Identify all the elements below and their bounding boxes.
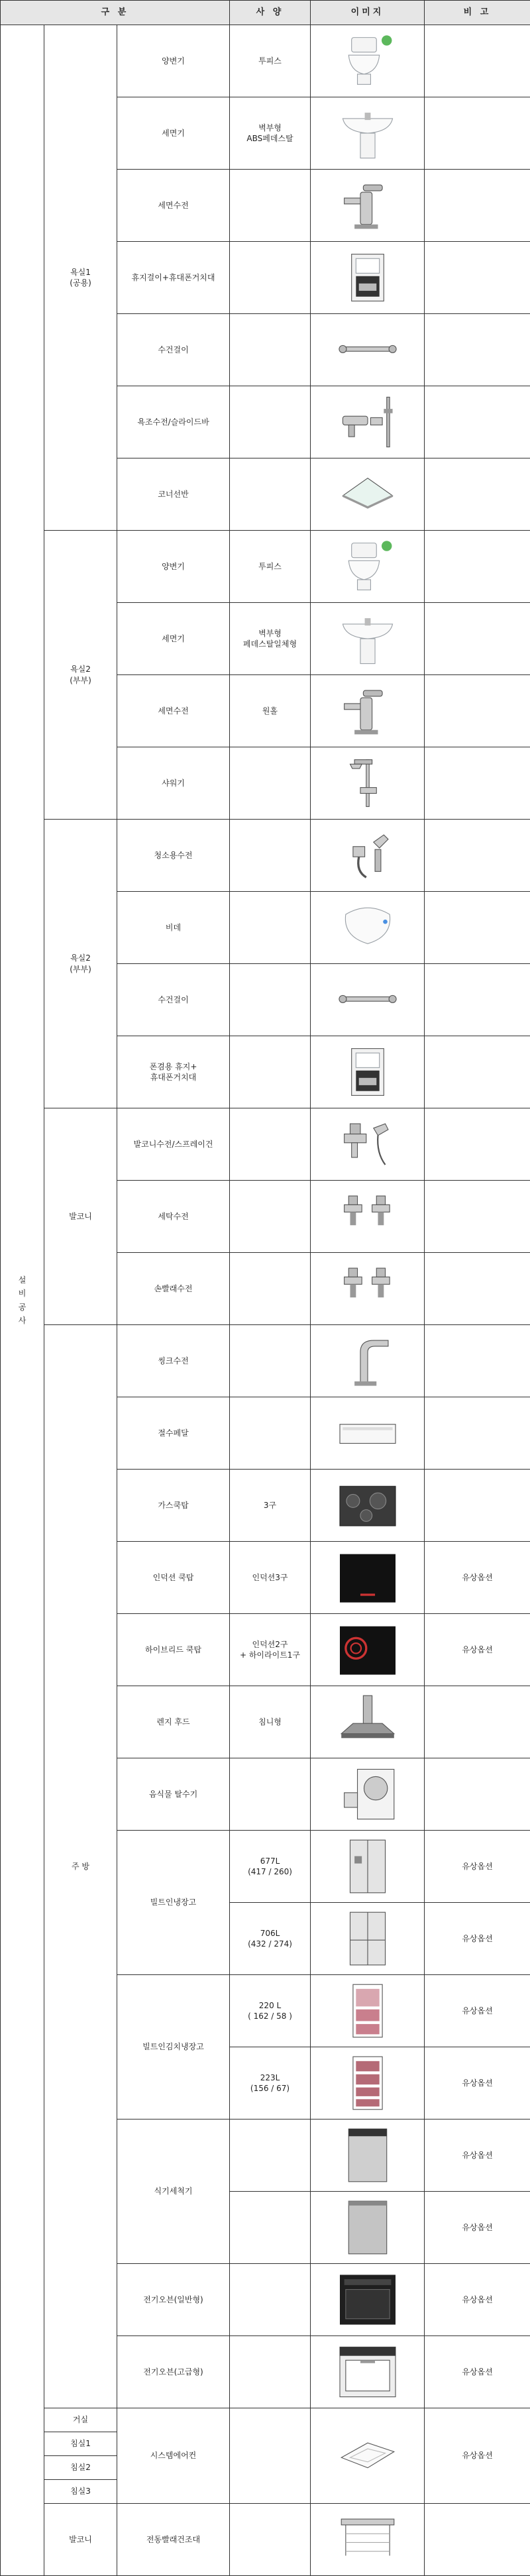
induction-cooktop-icon	[328, 1550, 407, 1605]
note-value	[425, 675, 530, 747]
water-saving-pedal-icon	[328, 1405, 407, 1461]
product-image	[311, 1181, 425, 1253]
area-bath2b: 욕실2 (부부)	[44, 820, 117, 1108]
item-label: 시스템에어컨	[117, 2408, 230, 2504]
gas-cooktop-icon	[328, 1477, 407, 1533]
note-value: 유상옵션	[425, 2047, 530, 2120]
item-label: 양변기	[117, 25, 230, 97]
item-label: 양변기	[117, 531, 230, 603]
product-image	[311, 1470, 425, 1542]
spec-value	[230, 2504, 311, 2576]
paper-holder-icon	[328, 250, 407, 305]
area-bed3: 침실3	[44, 2480, 117, 2504]
product-image	[311, 603, 425, 675]
item-label: 전기오븐(고급형)	[117, 2336, 230, 2408]
sink-faucet-icon	[328, 1333, 407, 1389]
spec-value	[230, 2192, 311, 2264]
product-image	[311, 386, 425, 458]
spec-value: 투피스	[230, 531, 311, 603]
item-label: 세탁수전	[117, 1181, 230, 1253]
kimchi-fridge-icon	[328, 1983, 407, 2039]
spec-value: 벽부형 ABS페데스탈	[230, 97, 311, 170]
item-label: 비데	[117, 892, 230, 964]
note-value: 유상옵션	[425, 2408, 530, 2504]
header-image: 이미지	[311, 1, 425, 25]
note-value	[425, 820, 530, 892]
toilet-icon	[328, 539, 407, 594]
item-label: 발코니수전/스프레이건	[117, 1108, 230, 1181]
note-value	[425, 1181, 530, 1253]
basin-faucet-icon	[328, 178, 407, 233]
item-label: 세면수전	[117, 170, 230, 242]
spec-value	[230, 1325, 311, 1397]
note-value	[425, 97, 530, 170]
spec-value	[230, 2264, 311, 2336]
table-row	[1, 1108, 530, 1181]
note-value: 유상옵션	[425, 2336, 530, 2408]
product-image	[311, 2120, 425, 2192]
note-value	[425, 531, 530, 603]
note-value	[425, 747, 530, 820]
product-image	[311, 1542, 425, 1614]
paper-holder-icon	[328, 1044, 407, 1100]
note-value	[425, 1686, 530, 1758]
note-value	[425, 892, 530, 964]
spec-value	[230, 242, 311, 314]
item-label: 렌지 후드	[117, 1686, 230, 1758]
note-value	[425, 170, 530, 242]
item-label: 코너선반	[117, 458, 230, 531]
area-balcony: 발코니	[44, 1108, 117, 1325]
note-value	[425, 314, 530, 386]
item-label: 식기세척기	[117, 2120, 230, 2264]
spec-value: 223L (156 / 67)	[230, 2047, 311, 2120]
product-image	[311, 1975, 425, 2047]
range-hood-icon	[328, 1694, 407, 1750]
spec-value: 220 L ( 162 / 58 )	[230, 1975, 311, 2047]
note-value	[425, 964, 530, 1036]
spec-value	[230, 314, 311, 386]
product-image	[311, 1686, 425, 1758]
table-row	[1, 2408, 530, 2432]
item-label: 휴지걸이+휴대폰거치대	[117, 242, 230, 314]
note-value: 유상옵션	[425, 1831, 530, 1903]
shower-icon	[328, 755, 407, 811]
spec-value	[230, 820, 311, 892]
spec-value	[230, 1181, 311, 1253]
laundry-faucet-icon	[328, 1189, 407, 1244]
spec-value	[230, 170, 311, 242]
bath-faucet-slide-bar-icon	[328, 394, 407, 450]
spec-value: 침니형	[230, 1686, 311, 1758]
table-row	[1, 25, 530, 97]
item-label: 수건걸이	[117, 314, 230, 386]
area-bath1: 욕실1 (공용)	[44, 25, 117, 531]
area-kitchen: 주 방	[44, 1325, 117, 2408]
note-value: 유상옵션	[425, 1975, 530, 2047]
item-label: 폰겸용 휴지+ 휴대폰거치대	[117, 1036, 230, 1108]
area-bed1: 침실1	[44, 2432, 117, 2456]
spec-value	[230, 2408, 311, 2504]
product-image	[311, 314, 425, 386]
item-label: 씽크수전	[117, 1325, 230, 1397]
note-value	[425, 1758, 530, 1831]
product-image	[311, 2408, 425, 2504]
area-living: 거실	[44, 2408, 117, 2432]
spec-value: 인덕션2구 + 하이라이트1구	[230, 1614, 311, 1686]
product-image	[311, 2336, 425, 2408]
item-label: 하이브리드 쿡탑	[117, 1614, 230, 1686]
spec-value: 706L (432 / 274)	[230, 1903, 311, 1975]
product-image	[311, 2047, 425, 2120]
product-image	[311, 1253, 425, 1325]
kimchi-fridge2-icon	[328, 2055, 407, 2111]
spec-value	[230, 2120, 311, 2192]
spec-value: 인덕션3구	[230, 1542, 311, 1614]
washbasin-icon	[328, 611, 407, 667]
note-value: 유상옵션	[425, 2192, 530, 2264]
product-image	[311, 1614, 425, 1686]
item-label: 전동빨래건조대	[117, 2504, 230, 2576]
note-value	[425, 1325, 530, 1397]
spec-value	[230, 2336, 311, 2408]
product-image	[311, 1831, 425, 1903]
spec-value	[230, 1108, 311, 1181]
product-image	[311, 97, 425, 170]
table-row	[1, 531, 530, 603]
note-value: 유상옵션	[425, 1903, 530, 1975]
dishwasher2-icon	[328, 2200, 407, 2255]
product-image	[311, 675, 425, 747]
header-note: 비 고	[425, 1, 530, 25]
item-label: 인덕션 쿡탑	[117, 1542, 230, 1614]
product-image	[311, 1108, 425, 1181]
product-image	[311, 1903, 425, 1975]
product-image	[311, 747, 425, 820]
item-label: 가스쿡탑	[117, 1470, 230, 1542]
product-image	[311, 170, 425, 242]
note-value	[425, 1036, 530, 1108]
product-image	[311, 531, 425, 603]
food-dehydrator-icon	[328, 1766, 407, 1822]
spec-value	[230, 1253, 311, 1325]
bidet-icon	[328, 900, 407, 955]
table-row	[1, 1325, 530, 1397]
product-image	[311, 892, 425, 964]
note-value	[425, 1397, 530, 1470]
note-value	[425, 25, 530, 97]
cleaning-faucet-icon	[328, 828, 407, 883]
note-value	[425, 242, 530, 314]
product-image	[311, 1325, 425, 1397]
note-value	[425, 603, 530, 675]
note-value: 유상옵션	[425, 2120, 530, 2192]
item-label: 세면기	[117, 603, 230, 675]
item-label: 세면수전	[117, 675, 230, 747]
spec-value	[230, 458, 311, 531]
table-header	[1, 1, 530, 25]
note-value	[425, 458, 530, 531]
toilet-icon	[328, 33, 407, 89]
spec-value	[230, 1036, 311, 1108]
table-row	[1, 820, 530, 892]
product-image	[311, 2504, 425, 2576]
towel-bar-icon	[328, 322, 407, 378]
item-label: 청소용수전	[117, 820, 230, 892]
note-value: 유상옵션	[425, 1614, 530, 1686]
spec-value: 677L (417 / 260)	[230, 1831, 311, 1903]
system-aircon-icon	[328, 2428, 407, 2484]
spec-value: 3구	[230, 1470, 311, 1542]
item-label: 손빨래수전	[117, 1253, 230, 1325]
spec-value	[230, 1397, 311, 1470]
spec-value: 벽부형 페데스탈일체형	[230, 603, 311, 675]
product-image	[311, 458, 425, 531]
product-image	[311, 1758, 425, 1831]
spec-value	[230, 964, 311, 1036]
note-value: 유상옵션	[425, 1542, 530, 1614]
laundry-dryer-icon	[328, 2512, 407, 2567]
spec-value	[230, 386, 311, 458]
note-value	[425, 1253, 530, 1325]
hybrid-cooktop-icon	[328, 1622, 407, 1678]
oven2-icon	[328, 2344, 407, 2400]
table-row	[1, 2504, 530, 2576]
note-value	[425, 1470, 530, 1542]
note-value	[425, 1108, 530, 1181]
hand-wash-faucet-icon	[328, 1261, 407, 1316]
item-label: 세면기	[117, 97, 230, 170]
header-spec: 사 양	[230, 1, 311, 25]
product-image	[311, 25, 425, 97]
basin-faucet-icon	[328, 683, 407, 739]
fridge-icon	[328, 1839, 407, 1894]
spec-value	[230, 892, 311, 964]
product-image	[311, 964, 425, 1036]
note-value	[425, 2504, 530, 2576]
header-category: 구 분	[1, 1, 230, 25]
spec-value	[230, 747, 311, 820]
spec-value	[230, 1758, 311, 1831]
towel-bar-icon	[328, 972, 407, 1028]
corner-shelf-icon	[328, 466, 407, 522]
area-bed2: 침실2	[44, 2456, 117, 2480]
note-value	[425, 386, 530, 458]
item-label: 음식물 탈수기	[117, 1758, 230, 1831]
product-image	[311, 2264, 425, 2336]
item-label: 수건걸이	[117, 964, 230, 1036]
spec-value: 원홀	[230, 675, 311, 747]
balcony-faucet-spray-icon	[328, 1116, 407, 1172]
item-label: 절수페달	[117, 1397, 230, 1470]
item-label: 욕조수전/슬라이드바	[117, 386, 230, 458]
oven-icon	[328, 2272, 407, 2328]
washbasin-icon	[328, 105, 407, 161]
note-value: 유상옵션	[425, 2264, 530, 2336]
item-label: 빌트인냉장고	[117, 1831, 230, 1975]
main-category: 설 비 공 사	[1, 25, 44, 2576]
spec-value: 투피스	[230, 25, 311, 97]
item-label: 빌트인김치냉장고	[117, 1975, 230, 2120]
product-image	[311, 242, 425, 314]
item-label: 전기오븐(일반형)	[117, 2264, 230, 2336]
dishwasher-icon	[328, 2127, 407, 2183]
product-image	[311, 2192, 425, 2264]
product-image	[311, 1036, 425, 1108]
fridge-4door-icon	[328, 1911, 407, 1966]
item-label: 샤워기	[117, 747, 230, 820]
area-bath2a: 욕실2 (부부)	[44, 531, 117, 820]
product-image	[311, 820, 425, 892]
area-balcony2: 발코니	[44, 2504, 117, 2576]
product-image	[311, 1397, 425, 1470]
